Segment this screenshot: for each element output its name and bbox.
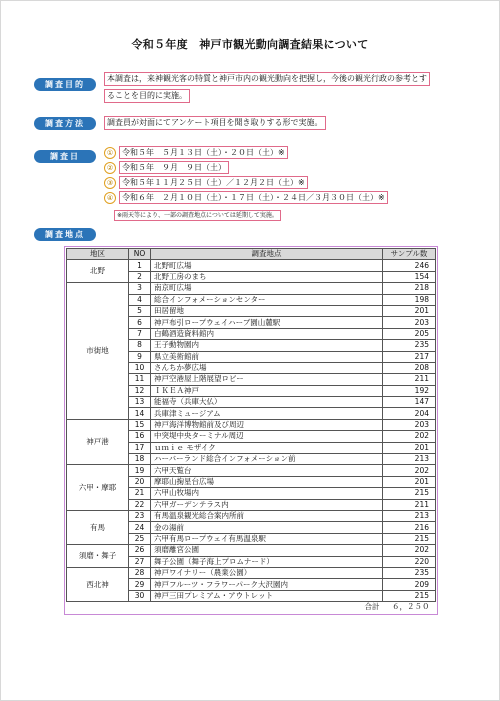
no-cell: 5 xyxy=(129,305,151,316)
circled-number: ① xyxy=(104,147,116,159)
count-cell: 211 xyxy=(383,499,436,510)
survey-date-text: 令和５年 ９月 ９日（土） xyxy=(119,161,229,174)
location-cell: 北野町広場 xyxy=(151,260,383,271)
header-area: 地区 xyxy=(67,249,129,260)
circled-number: ④ xyxy=(104,192,116,204)
table-row xyxy=(67,419,436,430)
no-cell: 12 xyxy=(129,385,151,396)
no-cell: 17 xyxy=(129,442,151,453)
table-row xyxy=(67,283,436,294)
location-cell: 神戸布引ロープウェイハーブ園山麓駅 xyxy=(151,317,383,328)
count-cell: 217 xyxy=(383,351,436,362)
circled-number: ③ xyxy=(104,177,116,189)
count-cell: 215 xyxy=(383,533,436,544)
location-cell: さんちか夢広場 xyxy=(151,362,383,373)
area-cell: 神戸港 xyxy=(67,419,129,465)
location-cell: 中突堤中央ターミナル周辺 xyxy=(151,431,383,442)
count-cell: 201 xyxy=(383,305,436,316)
count-cell: 192 xyxy=(383,385,436,396)
total-row xyxy=(67,602,436,613)
no-cell: 14 xyxy=(129,408,151,419)
count-cell: 202 xyxy=(383,465,436,476)
purpose-text-line2: ることを目的に実施。 xyxy=(104,89,190,103)
table-row xyxy=(67,510,436,521)
location-cell: 県立美術館前 xyxy=(151,351,383,362)
location-cell: 有馬温泉観光総合案内所前 xyxy=(151,510,383,521)
no-cell: 27 xyxy=(129,556,151,567)
area-cell: 須磨・舞子 xyxy=(67,545,129,568)
no-cell: 24 xyxy=(129,522,151,533)
no-cell: 30 xyxy=(129,590,151,601)
count-cell: 201 xyxy=(383,442,436,453)
location-cell: 神戸三田プレミアム・アウトレット xyxy=(151,590,383,601)
area-cell: 有馬 xyxy=(67,510,129,544)
survey-date-item xyxy=(104,160,388,175)
table-body xyxy=(67,260,436,613)
area-cell: 六甲・摩耶 xyxy=(67,465,129,511)
count-cell: 220 xyxy=(383,556,436,567)
location-cell: 須磨離宮公園 xyxy=(151,545,383,556)
table-row xyxy=(67,545,436,556)
location-cell: ハーバーランド総合インフォメーション前 xyxy=(151,454,383,465)
no-cell: 1 xyxy=(129,260,151,271)
section-label-dates: 調査日 xyxy=(34,150,96,163)
total-label: 合計 xyxy=(364,602,380,612)
location-cell: 六甲ガーデンテラス内 xyxy=(151,499,383,510)
count-cell: 154 xyxy=(383,271,436,282)
no-cell: 16 xyxy=(129,431,151,442)
location-cell: 田居留地 xyxy=(151,305,383,316)
no-cell: 8 xyxy=(129,340,151,351)
no-cell: 3 xyxy=(129,283,151,294)
location-cell: 六甲山牧場内 xyxy=(151,488,383,499)
table-header-row xyxy=(67,249,436,260)
count-cell: 215 xyxy=(383,590,436,601)
circled-number: ② xyxy=(104,162,116,174)
dates-footnote: ※雨天等により、一部の調査地点については延期して実施。 xyxy=(114,210,281,221)
count-cell: 205 xyxy=(383,328,436,339)
survey-date-text: 令和５年 ５月１３日（土）・２０日（土）※ xyxy=(119,146,288,159)
table-row xyxy=(67,567,436,578)
survey-date-item xyxy=(104,145,388,160)
count-cell: 147 xyxy=(383,397,436,408)
header-count: サンプル数 xyxy=(383,249,436,260)
no-cell: 15 xyxy=(129,419,151,430)
location-cell: 六甲天覧台 xyxy=(151,465,383,476)
location-cell: 北野工房のまち xyxy=(151,271,383,282)
header-no: NO xyxy=(129,249,151,260)
count-cell: 215 xyxy=(383,488,436,499)
location-cell: 神戸ワイナリー（農業公園） xyxy=(151,567,383,578)
no-cell: 9 xyxy=(129,351,151,362)
survey-date-text: 令和５年１１月２５日（土）／１２月２日（土）※ xyxy=(119,176,308,189)
count-cell: 235 xyxy=(383,567,436,578)
location-cell: 総合インフォメーションセンター xyxy=(151,294,383,305)
no-cell: 22 xyxy=(129,499,151,510)
location-cell: 白鶴酒造資料館内 xyxy=(151,328,383,339)
count-cell: 213 xyxy=(383,454,436,465)
count-cell: 202 xyxy=(383,545,436,556)
count-cell: 216 xyxy=(383,522,436,533)
location-cell: 兵庫津ミュージアム xyxy=(151,408,383,419)
section-label-method: 調査方法 xyxy=(34,117,96,130)
count-cell: 246 xyxy=(383,260,436,271)
count-cell: 203 xyxy=(383,317,436,328)
no-cell: 6 xyxy=(129,317,151,328)
no-cell: 7 xyxy=(129,328,151,339)
no-cell: 25 xyxy=(129,533,151,544)
no-cell: 28 xyxy=(129,567,151,578)
header-location: 調査地点 xyxy=(151,249,383,260)
count-cell: 235 xyxy=(383,340,436,351)
survey-locations-table xyxy=(66,248,436,613)
survey-date-item xyxy=(104,175,388,190)
count-cell: 213 xyxy=(383,510,436,521)
no-cell: 11 xyxy=(129,374,151,385)
location-cell: ｕｍｉｅ モザイク xyxy=(151,442,383,453)
no-cell: 29 xyxy=(129,579,151,590)
no-cell: 20 xyxy=(129,476,151,487)
area-cell: 北野 xyxy=(67,260,129,283)
total-value: ６，２５０ xyxy=(392,602,430,612)
area-cell: 市街地 xyxy=(67,283,129,420)
location-cell: 舞子公園（舞子海上プロムナード） xyxy=(151,556,383,567)
location-cell: 南京町広場 xyxy=(151,283,383,294)
survey-date-text: 令和６年 ２月１０日（土）・１７日（土）・２４日／３月３０日（土）※ xyxy=(119,191,388,204)
no-cell: 26 xyxy=(129,545,151,556)
location-cell: 摩耶山掬星台広場 xyxy=(151,476,383,487)
survey-dates-list xyxy=(104,145,388,205)
location-cell: 六甲有馬ロープウェイ有馬温泉駅 xyxy=(151,533,383,544)
location-cell: 能福寺（兵庫大仏） xyxy=(151,397,383,408)
location-cell: 金の湯前 xyxy=(151,522,383,533)
no-cell: 4 xyxy=(129,294,151,305)
count-cell: 198 xyxy=(383,294,436,305)
location-cell: 王子動物園内 xyxy=(151,340,383,351)
no-cell: 10 xyxy=(129,362,151,373)
count-cell: 201 xyxy=(383,476,436,487)
location-cell: 神戸フルーツ・フラワーパーク大沢園内 xyxy=(151,579,383,590)
count-cell: 218 xyxy=(383,283,436,294)
table-row xyxy=(67,260,436,271)
area-cell: 西北神 xyxy=(67,567,129,601)
method-text: 調査員が対面にてアンケート項目を聞き取りする形で実施。 xyxy=(104,116,326,130)
count-cell: 211 xyxy=(383,374,436,385)
section-label-locations: 調査地点 xyxy=(34,228,96,241)
count-cell: 209 xyxy=(383,579,436,590)
location-cell: ＩＫＥＡ神戸 xyxy=(151,385,383,396)
purpose-text-line1: 本調査は，来神観光客の特質と神戸市内の観光動向を把握し，今後の観光行政の参考とす xyxy=(104,72,430,86)
count-cell: 203 xyxy=(383,419,436,430)
no-cell: 13 xyxy=(129,397,151,408)
location-cell: 神戸空港屋上階展望ロビー xyxy=(151,374,383,385)
page-title: 令和５年度 神戸市観光動向調査結果について xyxy=(131,38,369,51)
count-cell: 208 xyxy=(383,362,436,373)
section-label-purpose: 調査目的 xyxy=(34,78,96,91)
no-cell: 18 xyxy=(129,454,151,465)
count-cell: 202 xyxy=(383,431,436,442)
survey-date-item xyxy=(104,190,388,205)
no-cell: 21 xyxy=(129,488,151,499)
table-row xyxy=(67,465,436,476)
no-cell: 23 xyxy=(129,510,151,521)
count-cell: 204 xyxy=(383,408,436,419)
no-cell: 19 xyxy=(129,465,151,476)
location-cell: 神戸海洋博物館前及び周辺 xyxy=(151,419,383,430)
no-cell: 2 xyxy=(129,271,151,282)
